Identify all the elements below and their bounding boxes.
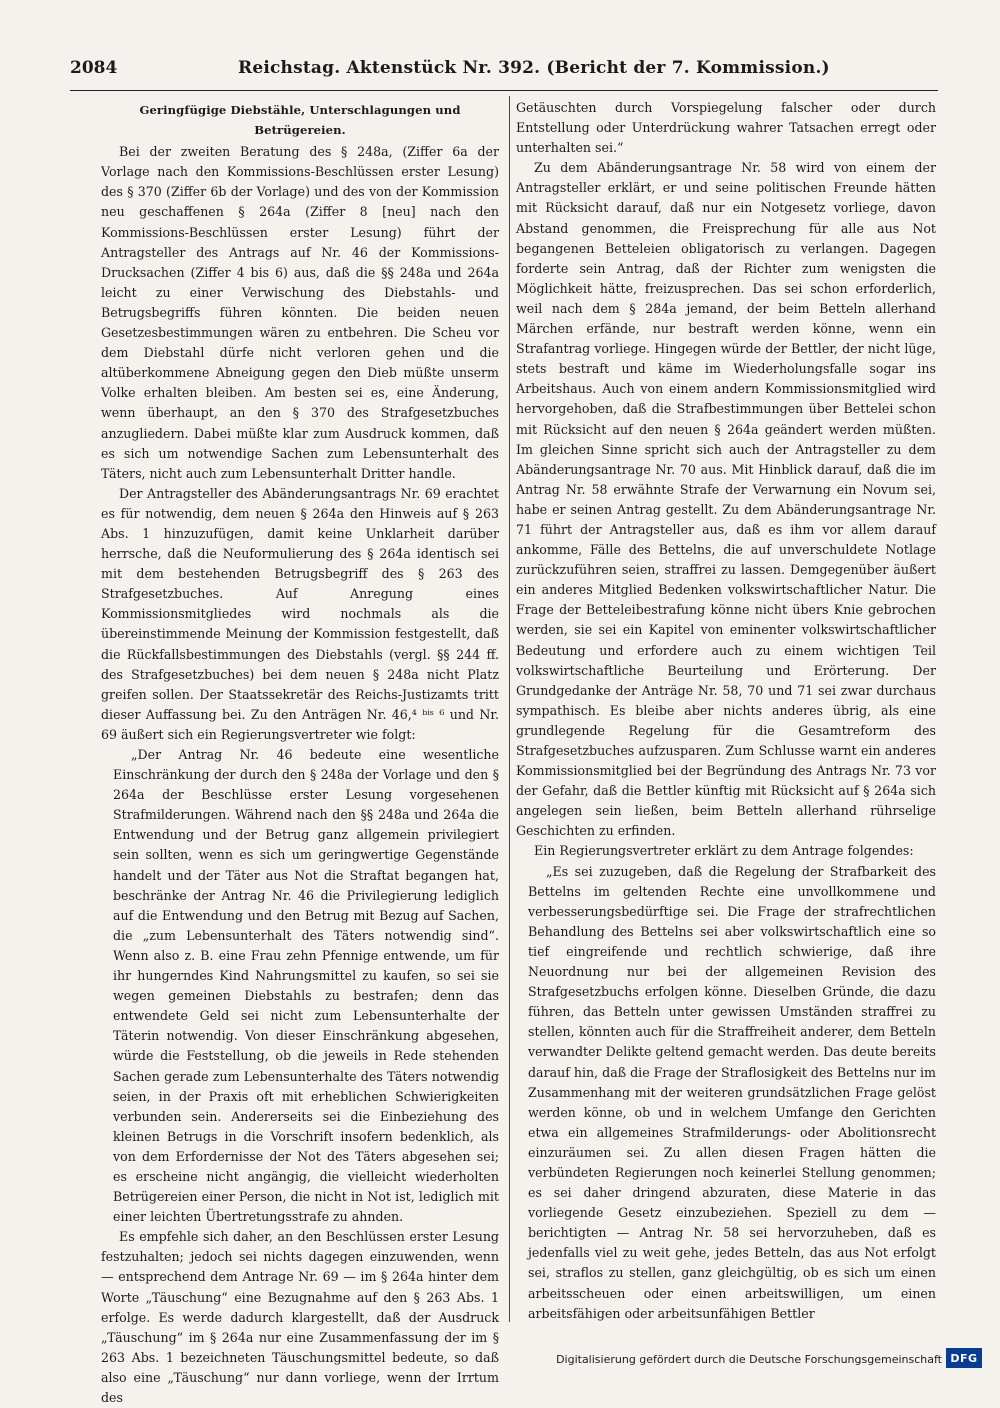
right-column — [516, 98, 936, 1330]
paragraph: Der Antragsteller des Abänderungsantrags Nr. 69 erachtet es für notwendig, dem neuen § 264a den Hinweis auf § 263 Abs. 1 hinzuzufügen, damit keine Unklarheit darüber herrsche, daß die Neuformulierung des § 264a identisch sei mit dem bestehenden Betrugsbegriff des § 263 des Strafgesetzbuches. Auf Anregung eines Kommissionsmitgliedes wird nochmals als die übereinstimmende Meinung der Kommission festgestellt, daß die Rückfallsbestimmungen des Diebstahls (vergl. §§ 244 ff. des Strafgesetzbuches) bei dem neuen § 248a nicht Platz greifen sollen. Der Staatssekretär des Reichs-Justizamts tritt dieser Auffassung bei. Zu den Anträgen Nr. 46,⁴ ᵇⁱˢ ⁶ und Nr. 69 äußert sich ein Regierungsvertreter wie folgt: — [101, 485, 499, 742]
running-title: Reichstag. Aktenstück Nr. 392. (Bericht der 7. Kommission.) — [238, 58, 830, 78]
paragraph: Es empfehle sich daher, an den Beschlüssen erster Lesung festzuhalten; jedoch sei nichts dagegen einzuwenden, wenn — entsprechend dem Antrage Nr. 69 — im § 264a hinter dem Worte „Täuschung“ eine Bezugnahme auf den § 263 Abs. 1 erfolge. Es werde dadurch klargestellt, daß der Ausdruck „Täuschung“ im § 264a nur eine Zusammenfassung der im § 263 Abs. 1 bezeichneten Täuschungsmittel bedeute, so daß also eine „Täuschung“ nur dann vorliege, wenn der Irrtum des — [101, 1229, 499, 1405]
paragraph: Ein Regierungsvertreter erklärt zu dem Antrage folgendes: — [534, 843, 914, 859]
page-header — [70, 58, 940, 84]
footer — [556, 1348, 990, 1372]
column-divider — [509, 96, 510, 1322]
quote-paragraph: „Es sei zuzugeben, daß die Regelung der Strafbarkeit des Bettelns im geltenden Rechte eine unvollkommene und verbesserungsbedürftige sei. Die Frage der strafrechtlichen Behandlung des Bettelns sei aber volkswirtschaftlich eine so tief eingreifende und rechtlich schwierige, daß ihre Neuordnung nur bei der allgemeinen Revision des Strafgesetzbuchs erfolgen könne. Dieselben Gründe, die dazu führen, das Betteln unter gewissen Umständen straffrei zu stellen, könnten auch für die Straffreiheit anderer, dem Betteln verwandter Delikte geltend gemacht werden. Das deute bereits darauf hin, daß die Frage der Straflosigkeit des Bettelns nur im Zusammenhang mit der weiteren grundsätzlichen Frage gelöst werden könne, ob und in welchem Umfange den Gerichten etwa ein allgemeines Strafmilderungs- oder Abolitionsrecht einzuräumen sei. Zu allen diesen Fragen hätten die verbündeten Regierungen noch keinerlei Stellung genommen; es sei daher dringend abzuraten, diese Materie in das vorliegende Gesetz einzubeziehen. Speziell zu dem — berichtigten — Antrag Nr. 58 sei hervorzuheben, daß es jedenfalls viel zu weit gehe, jedes Betteln, das aus Not erfolgt sei, straflos zu stellen, ganz gleichgültig, ob es sich um einen arbeitsscheuen oder einen arbeitswilligen, um einen arbeitsfähigen oder arbeitsunfähigen Bettler — [528, 863, 936, 1321]
section-heading: Geringfügige Diebstähle, Unterschlagungen und Betrügereien. — [139, 103, 461, 138]
quote-paragraph: „Der Antrag Nr. 46 bedeute eine wesentliche Einschränkung der durch den § 248a der Vorlage und den § 264a der Beschlüsse erster Lesung vorgesehenen Strafmilderungen. Während nach den §§ 248a und 264a die Entwendung und der Betrug ganz allgemein privilegiert sein sollten, wenn es sich um geringwertige Gegenstände handelt und der Täter aus Not die Straftat begangen hat, beschränke der Antrag Nr. 46 die Privilegierung lediglich auf die Entwendung und den Betrug mit Bezug auf Sachen, die „zum Lebensunterhalt des Täters notwendig sind“. Wenn also z. B. eine Frau zehn Pfennige entwende, um für ihr hungerndes Kind Nahrungsmittel zu kaufen, so sei sie wegen gemeinen Diebstahls zu bestrafen; denn das entwendete Geld sei nicht zum Lebensunterhalte der Täterin notwendig. Von dieser Einschränkung abgesehen, würde die Feststellung, ob die jeweils in Rede stehenden Sachen gerade zum Lebensunterhalte des Täters notwendig seien, in der Praxis oft mit erheblichen Schwierigkeiten verbunden sein. Andererseits sei die Einbeziehung des kleinen Betrugs in die Vorschrift insofern bedenklich, als von dem Erfordernisse der Not des Täters abgesehen sei; es erscheine nicht angängig, die vielleicht wiederholten Betrügereien einer Person, die nicht in Not ist, lediglich mit einer leichten Übertretungsstrafe zu ahnden. — [113, 747, 499, 1225]
paragraph: Getäuschten durch Vorspiegelung falscher oder durch Entstellung oder Unterdrückung wahrer Tatsachen erregt oder unterhalten sei.“ — [516, 100, 936, 156]
digitization-credit: Digitalisierung gefördert durch die Deutsche Forschungsgemeinschaft — [556, 1353, 942, 1366]
left-column — [101, 98, 499, 1405]
dfg-logo-icon: DFG — [946, 1348, 982, 1368]
header-rule — [70, 90, 938, 91]
page-number: 2084 — [70, 58, 118, 78]
paragraph: Bei der zweiten Beratung des § 248a, (Ziffer 6a der Vorlage nach den Kommissions-Beschlüssen erster Lesung) des § 370 (Ziffer 6b der Vorlage) und des von der Kommission neu geschaffenen § 264a (Ziffer 8 [neu] nach den Kommissions-Beschlüssen erster Lesung) führt der Antragsteller des Antrags auf Nr. 46 der Kommissions-Drucksachen (Ziffer 4 bis 6) aus, daß die §§ 248a und 264a leicht zu einer Verwischung des Diebstahls- und Betrugsbegriffs führen könnten. Die beiden neuen Gesetzesbestimmungen wären zu entbehren. Die Scheu vor dem Diebstahl dürfe nicht verloren gehen und die altüberkommene Abneigung gegen den Dieb müßte unserm Volke erhalten bleiben. Am besten sei es, eine Änderung, wenn überhaupt, an den § 370 des Strafgesetzbuches anzugliedern. Dabei müßte klar zum Ausdruck kommen, daß es sich um notwendige Sachen zum Lebensunterhalt des Täters, nicht auch zum Lebensunterhalt Dritter handle. — [101, 144, 499, 481]
paragraph: Zu dem Abänderungsantrage Nr. 58 wird von einem der Antragsteller erklärt, er und seine politischen Freunde hätten mit Rücksicht darauf, daß nur ein Notgesetz vorliege, davon Abstand genommen, die Freisprechung für alle aus Not begangenen Betteleien obligatorisch zu verlangen. Dagegen forderte sein Antrag, daß der Richter zum wenigsten die Möglichkeit hätte, freizusprechen. Das sei schon erforderlich, weil nach dem § 284a jemand, der beim Betteln allerhand Märchen erfände, nur bestraft werden könne, wenn ein Strafantrag vorliege. Hingegen würde der Bettler, der nicht lüge, stets bestraft und käme im Wiederholungsfalle sogar ins Arbeitshaus. Auch von einem andern Kommissionsmitglied wird hervorgehoben, daß die Strafbestimmungen über Bettelei schon mit Rücksicht auf den neuen § 264a geändert werden müßten. Im gleichen Sinne spricht sich auch der Antragsteller zu dem Abänderungsantrage Nr. 70 aus. Mit Hinblick darauf, daß die im Antrag Nr. 58 erwähnte Strafe der Verwarnung ein Novum sei, habe er seinen Antrag gestellt. Zu dem Abänderungsantrage Nr. 71 führt der Antragsteller aus, daß es ihm vor allem darauf ankomme, Fälle des Bettelns, die auf unverschuldete Notlage zurückzuführen seien, straffrei zu lassen. Demgegenüber äußert ein anderes Mitglied Bedenken volkswirtschaftlicher Natur. Die Frage der Betteleibestrafung könne nicht übers Knie gebrochen werden, sie sei ein Kapitel von eminenter volkswirtschaftlicher Bedeutung und erfordere auch zu einem wichtigen Teil volkswirtschaftliche Beurteilung und Erörterung. Der Grundgedanke der Anträge Nr. 58, 70 und 71 sei zwar durchaus sympathisch. Es bleibe aber nichts anderes übrig, als eine grundlegende Regelung für die Gesamtreform des Strafgesetzbuches aufzusparen. Zum Schlusse warnt ein anderes Kommissionsmitglied bei der Begründung des Antrags Nr. 73 vor der Gefahr, daß die Bettler künftig mit Rücksicht auf § 264a sich angelegen sein ließen, beim Betteln allerhand rührselige Geschichten zu erfinden. — [516, 160, 936, 839]
